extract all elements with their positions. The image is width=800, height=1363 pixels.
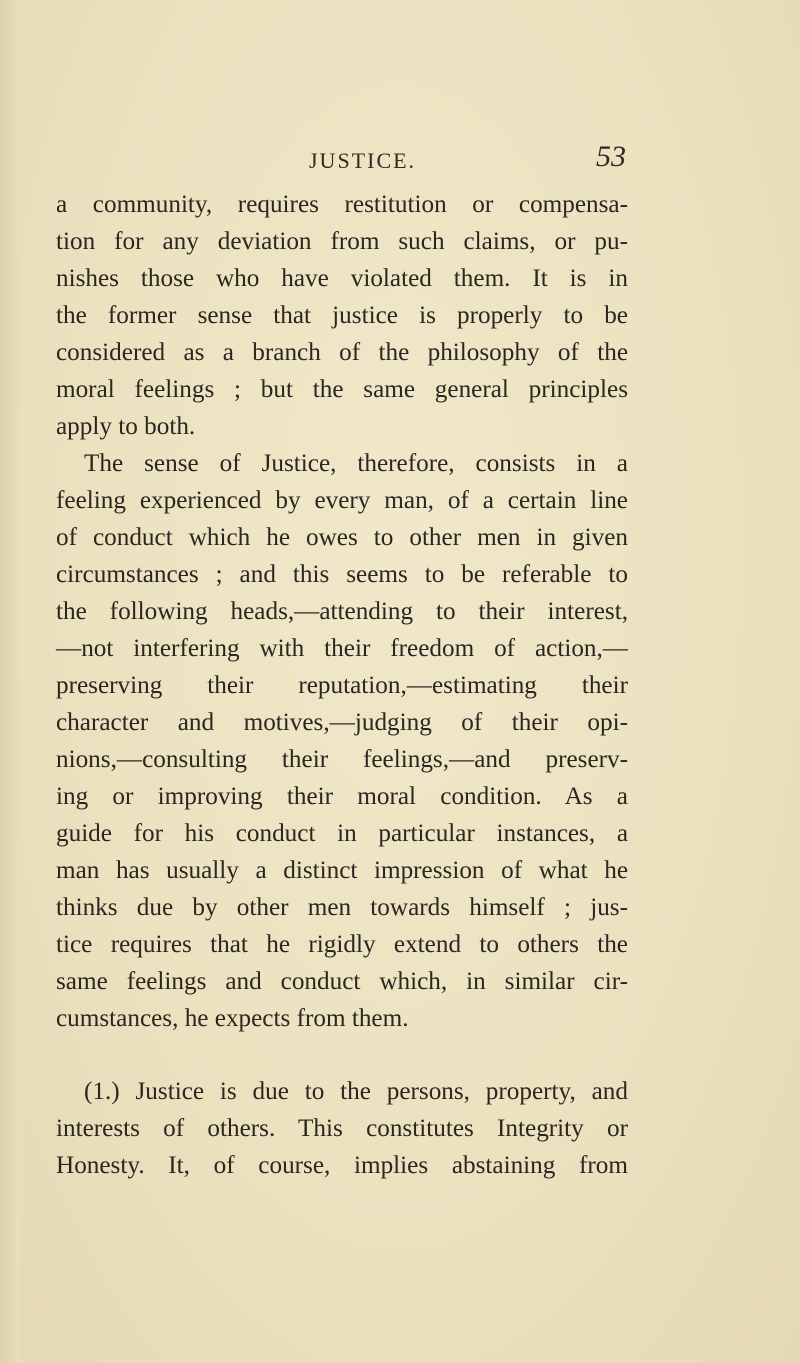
text-line: apply to both. — [56, 413, 196, 440]
text-line: tion for any deviation from such claims, or pu- — [56, 228, 628, 255]
text-line: preserving their reputation,—estimating their — [56, 672, 628, 699]
text-line: thinks due by other men towards himself ; jus- — [56, 894, 628, 921]
page-number: 53 — [596, 140, 626, 173]
text-line: man has usually a distinct impression of what he — [56, 857, 628, 884]
text-line: a community, requires restitution or compensa- — [56, 191, 628, 218]
text-line: tice requires that he rigidly extend to others the — [56, 931, 628, 958]
paragraph — [56, 186, 628, 445]
text-line: The sense of Justice, therefore, consists in a — [84, 450, 628, 477]
text-line: considered as a branch of the philosophy of the — [56, 339, 628, 366]
text-line: the following heads,—attending to their interest, — [56, 598, 628, 625]
text-line: of conduct which he owes to other men in given — [56, 524, 628, 551]
page-header — [0, 140, 800, 180]
text-line: —not interfering with their freedom of action,— — [56, 635, 628, 662]
running-head: JUSTICE. — [309, 148, 417, 173]
paragraph — [56, 1073, 628, 1184]
text-line: moral feelings ; but the same general principles — [56, 376, 628, 403]
text-line: interests of others. This constitutes Integrity or — [56, 1115, 628, 1142]
page-edge — [0, 0, 20, 1363]
text-line: character and motives,—judging of their opi- — [56, 709, 628, 736]
body-text — [56, 186, 628, 1184]
text-line: the former sense that justice is properly to be — [56, 302, 628, 329]
paragraph-gap — [56, 1037, 628, 1073]
text-line: guide for his conduct in particular instances, a — [56, 820, 628, 847]
paragraph — [56, 445, 628, 1037]
text-line: (1.) Justice is due to the persons, property, and — [84, 1078, 628, 1105]
text-line: circumstances ; and this seems to be referable to — [56, 561, 628, 588]
text-line: ing or improving their moral condition. As a — [56, 783, 628, 810]
text-line: cumstances, he expects from them. — [56, 1005, 409, 1032]
text-line: nishes those who have violated them. It is in — [56, 265, 628, 292]
text-line: feeling experienced by every man, of a certain line — [56, 487, 628, 514]
text-line: Honesty. It, of course, implies abstaining from — [56, 1152, 628, 1179]
text-line: same feelings and conduct which, in similar cir- — [56, 968, 628, 995]
text-line: nions,—consulting their feelings,—and preserv- — [56, 746, 628, 773]
